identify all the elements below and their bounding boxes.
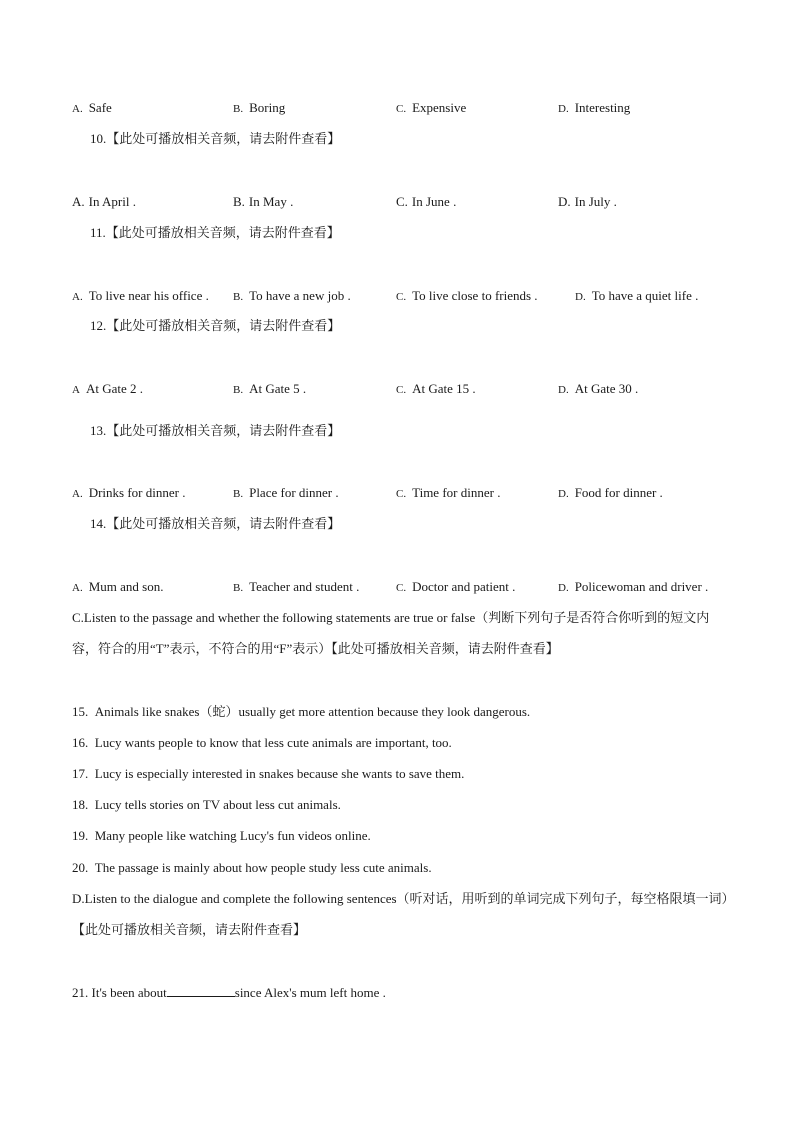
q10-option-b: B. In May . [233, 194, 294, 209]
statement-19: 19. Many people like watching Lucy's fun videos online. [72, 828, 371, 843]
q14-option-c: C. Doctor and patient . [396, 579, 516, 594]
q13-option-b: B. Place for dinner . [233, 485, 339, 500]
q12-option-b: B. At Gate 5 . [233, 381, 307, 396]
q10-option-c: C. In June . [396, 194, 457, 209]
q10-option-d: D. In July . [558, 194, 617, 209]
q13-option-c: C. Time for dinner . [396, 485, 501, 500]
q9-option-b: B. Boring [233, 100, 286, 115]
statement-20: 20. The passage is mainly about how people study less cute animals. [72, 860, 432, 875]
section-d-instruction: D.Listen to the dialogue and complete the following sentences（听对话，用听到的单词完成下列句子，每空格限填一词）【此处可播放相关音频，请去附件查看】 [72, 891, 729, 937]
q10-audio-label[interactable]: 10.【此处可播放相关音频，请去附件查看】 [90, 131, 341, 146]
q14-option-a: A. Mum and son. [72, 579, 164, 594]
q11-audio-label[interactable]: 11.【此处可播放相关音频，请去附件查看】 [90, 225, 340, 240]
q11-option-b: B. To have a new job . [233, 288, 351, 303]
q11-option-d: D. To have a quiet life . [575, 288, 699, 303]
q9-option-c: C. Expensive [396, 100, 467, 115]
q12-option-c: C. At Gate 15 . [396, 381, 476, 396]
q13-option-a: A. Drinks for dinner . [72, 485, 186, 500]
q13-audio-label[interactable]: 13.【此处可播放相关音频，请去附件查看】 [90, 423, 341, 438]
q13-option-d: D. Food for dinner . [558, 485, 663, 500]
q12-option-d: D. At Gate 30 . [558, 381, 639, 396]
answer-blank-21[interactable] [167, 984, 235, 997]
statement-16: 16. Lucy wants people to know that less cute animals are important, too. [72, 735, 452, 750]
q11-option-a: A. To live near his office . [72, 288, 209, 303]
statement-15: 15. Animals like snakes（蛇）usually get more attention because they look dangerous. [72, 704, 531, 719]
q14-option-d: D. Policewoman and driver . [558, 579, 709, 594]
question-21: 21. It's been about since Alex's mum left home . [72, 985, 386, 1000]
q9-option-a: A. Safe [72, 100, 112, 115]
q14-audio-label[interactable]: 14.【此处可播放相关音频，请去附件查看】 [90, 516, 341, 531]
q14-option-b: B. Teacher and student . [233, 579, 360, 594]
q10-option-a: A. In April . [72, 194, 136, 209]
q11-option-c: C. To live close to friends . [396, 288, 538, 303]
statement-17: 17. Lucy is especially interested in snakes because she wants to save them. [72, 766, 465, 781]
statement-18: 18. Lucy tells stories on TV about less cut animals. [72, 797, 341, 812]
q12-option-a: A At Gate 2 . [72, 381, 143, 396]
section-c-instruction: C.Listen to the passage and whether the following statements are true or false（判断下列句子是否符合你听到的短文内容，符合的用“T”表示，不符合的用“F”表示）【此处可播放相关音频，请去附件查看】 [72, 610, 710, 656]
q9-option-d: D. Interesting [558, 100, 631, 115]
q12-audio-label[interactable]: 12.【此处可播放相关音频，请去附件查看】 [90, 318, 341, 333]
